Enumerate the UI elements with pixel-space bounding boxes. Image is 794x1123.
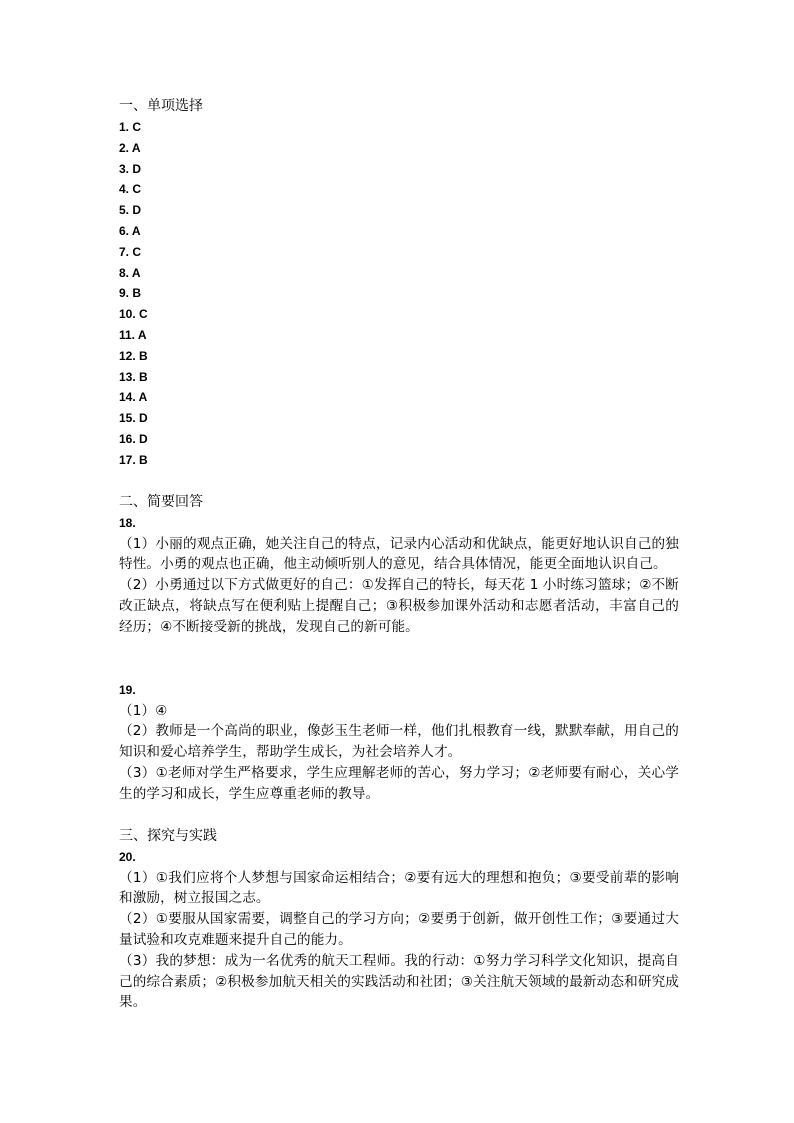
answer-item: 7. C [119,244,142,259]
question-19-number: 19. [119,682,136,697]
answer-item: 15. D [119,411,148,426]
section-1-answer-list [119,117,679,471]
answer-item: 5. D [119,203,142,218]
answer-key-document [119,96,679,1013]
answer-item: 14. A [119,390,148,405]
answer-item: 12. B [119,348,148,363]
answer-item: 1. C [119,120,142,134]
answer-item: 3. D [119,161,142,176]
question-20-answer-1: （1）①我们应将个人梦想与国家命运相结合；②要有远大的理想和抱负；③要受前辈的影响和激励，树立报国之志。 [119,869,679,907]
section-spacer [119,805,679,826]
answer-item: 6. A [119,223,141,238]
question-19-answer-2: （2）教师是一个高尚的职业，像彭玉生老师一样，他们扎根教育一线，默默奉献，用自己的知识和爱心培养学生，帮助学生成长，为社会培养人才。 [119,723,679,761]
question-18-answer-2: （2）小勇通过以下方式做更好的自己：①发挥自己的特长，每天花 1 小时练习篮球；②不断改正缺点，将缺点写在便利贴上提醒自己；③积极参加课外活动和志愿者活动，丰富自己的经历；④不断接受新的挑战，发现自己的新可能。 [119,577,679,635]
question-20-number: 20. [119,849,136,864]
answer-item: 2. A [119,140,141,155]
question-19-answer-1: （1）④ [119,702,168,719]
question-20-answer-3: （3）我的梦想：成为一名优秀的航天工程师。我的行动：①努力学习科学文化知识，提高自己的综合素质；②积极参加航天相关的实践活动和社团；③关注航天领域的最新动态和研究成果。 [119,952,679,1011]
answer-item: 4. C [119,182,142,197]
answer-item: 8. A [119,265,141,280]
answer-item: 11. A [119,327,147,342]
question-20-answer-2: （2）①要服从国家需要，调整自己的学习方向；②要勇于创新，做开创性工作；③要通过大量试验和攻克难题来提升自己的能力。 [119,911,679,948]
section-3-heading: 三、探究与实践 [119,827,217,844]
question-18-number: 18. [119,515,136,530]
answer-item: 17. B [119,452,148,467]
answer-item: 9. B [119,286,142,301]
answer-item: 10. C [119,307,148,322]
question-18-answer-1: （1）小丽的观点正确，她关注自己的特点，记录内心活动和优缺点，能更好地认识自己的独特性。小勇的观点也正确，他主动倾听别人的意见，结合具体情况，能更全面地认识自己。 [119,535,679,573]
section-1-heading: 一、单项选择 [119,98,203,114]
section-2-heading: 二、简要回答 [119,493,203,510]
question-19-answer-3: （3）①老师对学生严格要求，学生应理解老师的苦心，努力学习；②老师要有耐心，关心学生的学习和成长，学生应尊重老师的教导。 [119,764,679,802]
answer-item: 16. D [119,431,148,446]
question-spacer [119,659,679,680]
section-spacer [119,471,679,492]
question-spacer [119,638,679,659]
answer-item: 13. B [119,369,148,384]
